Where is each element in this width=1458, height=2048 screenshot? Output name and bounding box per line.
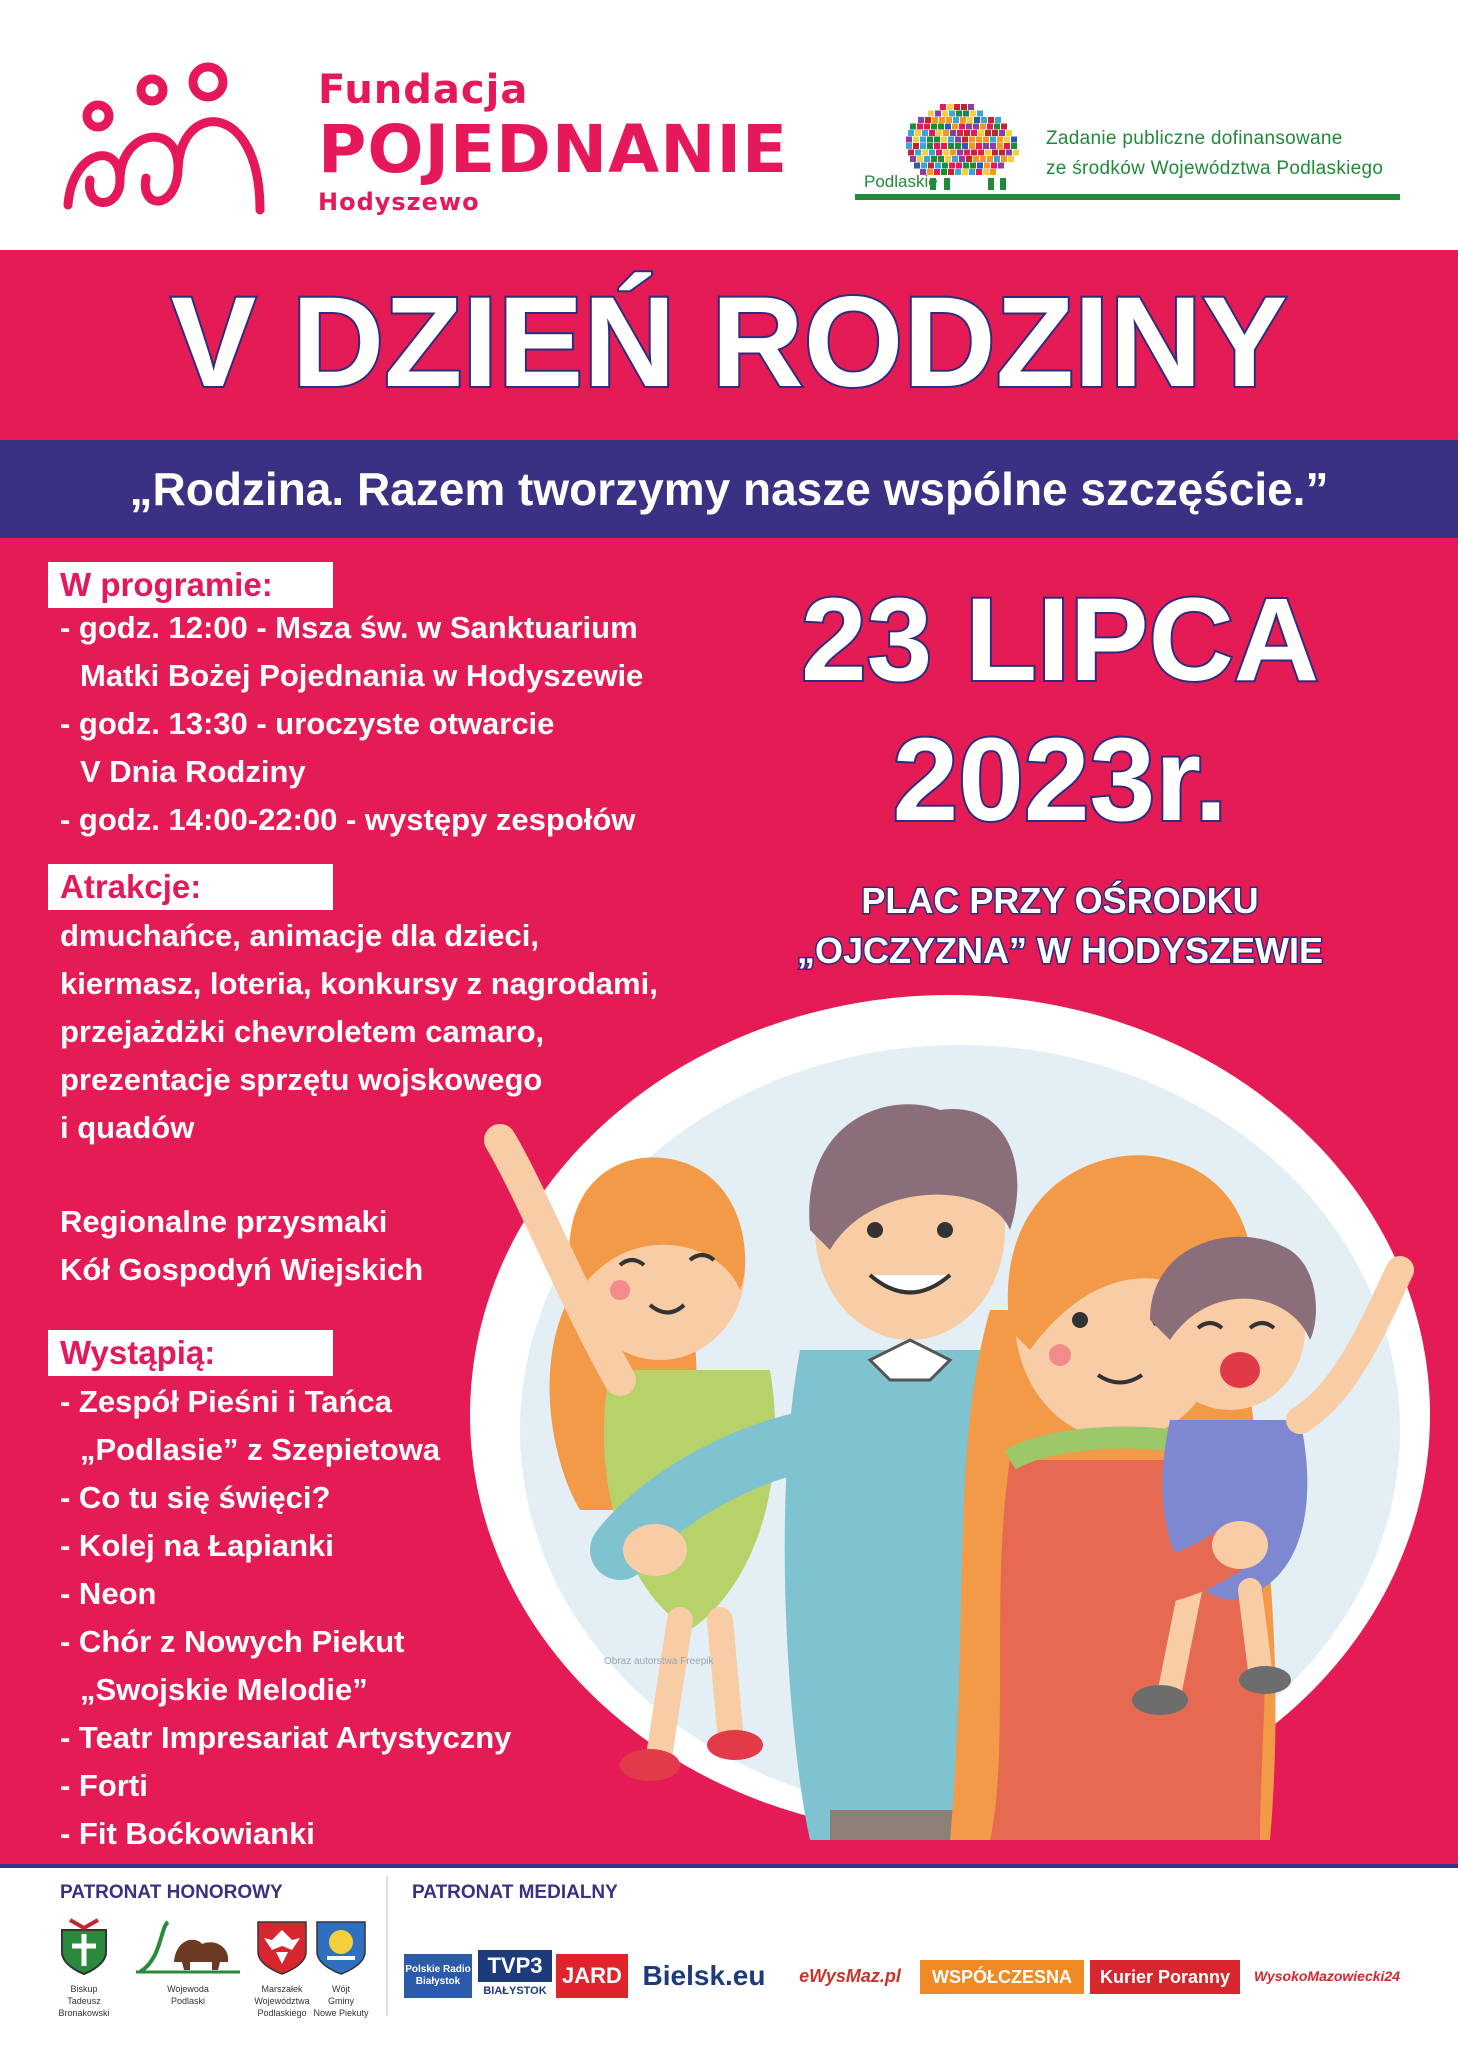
media-bielsk-eu: Bielsk.eu bbox=[642, 1960, 766, 1991]
media-tvp3: TVP3 bbox=[478, 1950, 552, 1982]
patron-bishop bbox=[38, 1918, 130, 2019]
performer-line: - Neon bbox=[60, 1576, 157, 1611]
media-wspolczesna: WSPÓŁCZESNA bbox=[920, 1960, 1084, 1994]
media-ewysmaz: eWysMaz.pl bbox=[799, 1965, 901, 1986]
performer-line: „Swojskie Melodie” bbox=[80, 1672, 368, 1707]
program-line: Matki Bożej Pojednania w Hodyszewie bbox=[80, 658, 644, 693]
attraction-line: prezentacje sprzętu wojskowego bbox=[60, 1062, 543, 1097]
commune-crest-icon bbox=[313, 1918, 369, 1976]
motto-banner: „Rodzina. Razem tworzymy nasze wspólne szczęście.” bbox=[0, 440, 1458, 538]
event-date bbox=[700, 570, 1420, 850]
patron-commune-head bbox=[295, 1918, 387, 2019]
media-kurier-poranny: Kurier Poranny bbox=[1090, 1960, 1240, 1994]
patron-voivode bbox=[132, 1918, 244, 2007]
program-line: V Dnia Rodziny bbox=[80, 754, 306, 789]
date-year: 2023r. bbox=[892, 714, 1228, 846]
illustration-credit: Obraz autorstwa Freepik bbox=[604, 1656, 714, 1667]
media-patronage-title: PATRONAT MEDIALNY bbox=[412, 1882, 618, 1903]
podlaskie-label: Podlaskie bbox=[864, 172, 938, 191]
date-day-month: 23 LIPCA bbox=[800, 574, 1320, 706]
patron-caption: Biskup Tadeusz Bronakowski bbox=[58, 1984, 110, 2018]
grant-line2: ze środków Województwa Podlaskiego bbox=[1046, 158, 1384, 179]
place-line2: „OJCZYZNA” W HODYSZEWIE bbox=[796, 930, 1323, 971]
org-line2: POJEDNANIE bbox=[318, 111, 789, 188]
foundation-name bbox=[318, 66, 788, 218]
food-line: Regionalne przysmaki bbox=[60, 1204, 388, 1239]
grant-line1: Zadanie publiczne dofinansowane bbox=[1046, 128, 1343, 149]
media-jard: JARD bbox=[556, 1954, 628, 1998]
program-list bbox=[60, 604, 643, 844]
grant-underline bbox=[855, 194, 1400, 200]
bishop-crest-icon bbox=[56, 1918, 112, 1976]
grant-notice bbox=[1046, 124, 1394, 184]
performer-line: - Teatr Impresariat Artystyczny bbox=[60, 1720, 512, 1755]
program-label: W programie: bbox=[48, 562, 333, 608]
program-line: - godz. 12:00 - Msza św. w Sanktuarium bbox=[60, 610, 638, 645]
voivode-bison-logo-icon bbox=[132, 1918, 244, 1976]
program-line: - godz. 13:30 - uroczyste otwarcie bbox=[60, 706, 555, 741]
performer-line: - Chór z Nowych Piekut bbox=[60, 1624, 405, 1659]
foundation-logo-icon bbox=[60, 60, 270, 220]
performer-line: - Forti bbox=[60, 1768, 148, 1803]
event-title: V DZIEŃ RODZINY bbox=[170, 271, 1288, 414]
media-tvp3-city: BIAŁYSTOK bbox=[483, 1985, 547, 1997]
performers-list bbox=[60, 1378, 511, 1858]
performer-line: - Co tu się święci? bbox=[60, 1480, 331, 1515]
attraction-line: dmuchańce, animacje dla dzieci, bbox=[60, 918, 539, 953]
attraction-line: kiermasz, loteria, konkursy z nagrodami, bbox=[60, 966, 658, 1001]
media-polskie-radio-bialystok: Polskie Radio Białystok bbox=[404, 1954, 472, 1998]
food-note bbox=[60, 1198, 423, 1294]
honorary-patronage-title: PATRONAT HONOROWY bbox=[60, 1882, 283, 1903]
performer-line: - Fit Boćkowianki bbox=[60, 1816, 315, 1851]
family-illustration bbox=[470, 990, 1430, 1840]
food-line: Kół Gospodyń Wiejskich bbox=[60, 1252, 424, 1287]
patron-caption: Marszałek Województwa Podlaskiego bbox=[254, 1984, 310, 2018]
attractions-label: Atrakcje: bbox=[48, 864, 333, 910]
footer bbox=[0, 1864, 1458, 2048]
patron-caption: Wójt Gminy Nowe Piekuty bbox=[313, 1984, 369, 2018]
event-place bbox=[700, 876, 1420, 976]
performers-label: Wystąpią: bbox=[48, 1330, 333, 1376]
program-line: - godz. 14:00-22:00 - występy zespołów bbox=[60, 802, 636, 837]
performer-line: „Podlasie” z Szepietowa bbox=[80, 1432, 441, 1467]
performer-line: - Zespół Pieśni i Tańca bbox=[60, 1384, 392, 1419]
attraction-line: przejażdżki chevroletem camaro, bbox=[60, 1014, 545, 1049]
media-wysokomazowiecki24: WysokoMazowiecki24 bbox=[1253, 1968, 1401, 1984]
header bbox=[0, 0, 1458, 250]
org-line1: Fundacja bbox=[318, 67, 529, 113]
performer-line: - Kolej na Łapianki bbox=[60, 1528, 334, 1563]
patron-caption: Wojewoda Podlaski bbox=[167, 1984, 209, 2006]
place-line1: PLAC PRZY OŚRODKU bbox=[861, 880, 1259, 921]
org-line3: Hodyszewo bbox=[318, 188, 480, 216]
attraction-line: i quadów bbox=[60, 1110, 195, 1145]
